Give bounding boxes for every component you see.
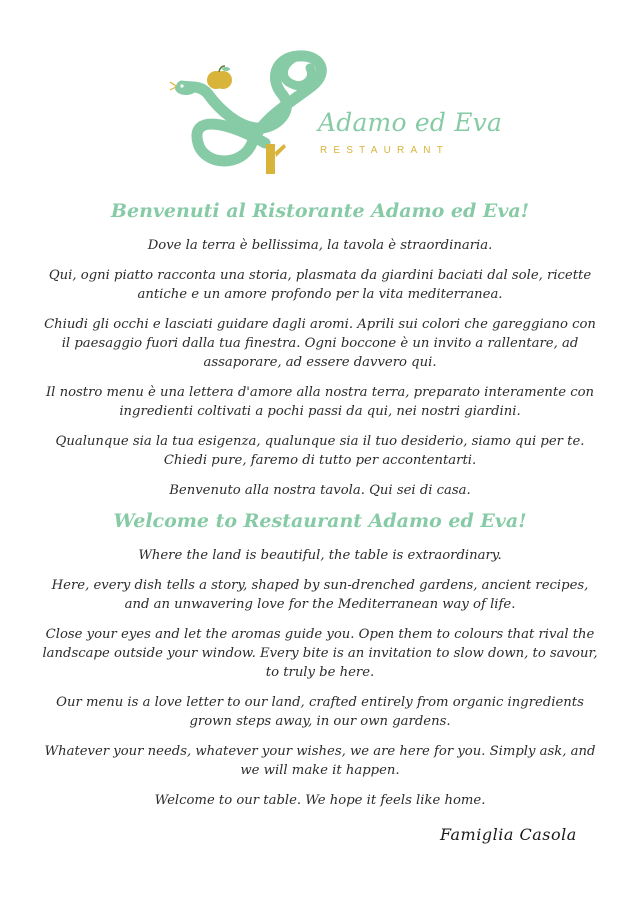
serpent-icon — [170, 48, 330, 180]
family-signature: Famiglia Casola — [440, 825, 577, 844]
brand-name: Adamo ed Eva — [318, 108, 503, 137]
english-paragraph: Whatever your needs, whatever your wishes, we are here for you. Simply ask, and we will make it happen. — [44, 744, 596, 778]
english-paragraph: Where the land is beautiful, the table is extraordinary. — [138, 548, 502, 563]
english-paragraph: Welcome to our table. We hope it feels like home. — [154, 793, 486, 808]
tree-trunk-icon — [266, 144, 286, 174]
italian-welcome-section — [40, 200, 600, 511]
english-paragraph: Here, every dish tells a story, shaped by sun-drenched gardens, ancient recipes, and an unwavering love for the Mediterranean way of life. — [51, 578, 589, 612]
brand-subtitle: RESTAURANT — [320, 145, 450, 156]
english-paragraph: Our menu is a love letter to our land, crafted entirely from organic ingredients grown steps away, in our own gardens. — [56, 695, 584, 729]
apple-icon — [207, 66, 232, 89]
english-title: Welcome to Restaurant Adamo ed Eva! — [113, 510, 527, 532]
italian-paragraph: Qui, ogni piatto racconta una storia, plasmata da giardini baciati dal sole, ricette antiche e un amore profondo per la vita mediterranea. — [48, 268, 592, 302]
english-welcome-section — [40, 510, 600, 821]
italian-paragraph: Dove la terra è bellissima, la tavola è straordinaria. — [147, 238, 493, 253]
italian-paragraph: Il nostro menu è una lettera d'amore alla nostra terra, preparato interamente con ingredienti coltivati a pochi passi da qui, nei nostri giardini. — [45, 385, 595, 419]
restaurant-logo — [170, 48, 503, 180]
italian-paragraph: Qualunque sia la tua esigenza, qualunque sia il tuo desiderio, siamo qui per te. Chiedi pure, faremo di tutto per accontentarti. — [55, 434, 585, 468]
english-paragraph: Close your eyes and let the aromas guide you. Open them to colours that rival the landscape outside your window. Every bite is an invitation to slow down, to savour, to truly be here. — [42, 627, 598, 680]
italian-paragraph: Benvenuto alla nostra tavola. Qui sei di casa. — [169, 483, 471, 498]
italian-title: Benvenuti al Ristorante Adamo ed Eva! — [110, 200, 530, 222]
italian-paragraph: Chiudi gli occhi e lasciati guidare dagli aromi. Aprili sui colori che gareggiano con il paesaggio fuori dalla tua finestra. Ogni boccone è un invito a rallentare, ad assaporare, ad essere davvero qui. — [44, 317, 596, 370]
